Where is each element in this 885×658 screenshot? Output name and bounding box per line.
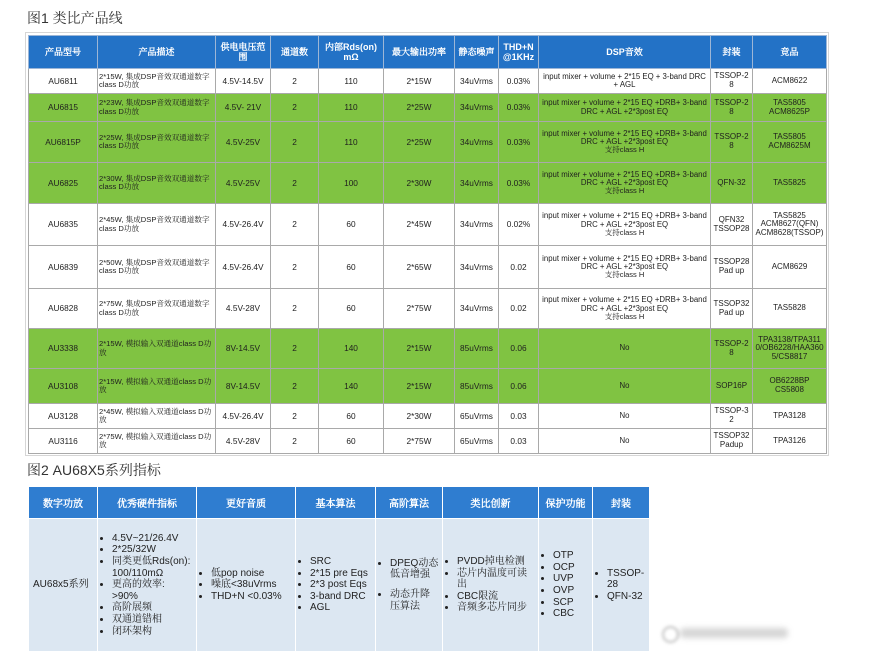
cell-model: AU6811 [29,69,98,94]
table-row [29,329,827,369]
cell-noise: 34uVrms [455,122,499,163]
cell-thd: 0.03 [499,429,539,454]
cell-model: AU6825 [29,163,98,204]
cell-dsp [539,163,711,204]
cell-hardware [98,519,197,652]
cell-model: AU6839 [29,246,98,289]
cell-dsp [539,204,711,246]
cell-dsp: No [539,329,711,369]
cell-noise: 85uVrms [455,329,499,369]
cell-channels: 2 [271,246,319,289]
cell-innovation [443,519,539,652]
cell-voltage: 4.5V-25V [216,122,271,163]
cell-voltage: 4.5V-14.5V [216,69,271,94]
cell-thd: 0.03% [499,94,539,122]
basic-algorithm-list [299,556,372,614]
list-item: • 芯片内温度可读出 [457,568,535,591]
cell-advanced-algorithm [376,519,443,652]
cell-competitor: TPA3128 [753,404,827,429]
cell-channels: 2 [271,404,319,429]
cell-channels: 2 [271,329,319,369]
cell-rds: 140 [319,369,384,404]
cell-package: TSSOP-28 [711,122,753,163]
column-header-rds: 内部Rds(on) mΩ [319,36,384,69]
cell-rds: 140 [319,329,384,369]
cell-package: SOP16P [711,369,753,404]
cell-model: AU3116 [29,429,98,454]
cell-noise: 65uVrms [455,404,499,429]
header-row [29,487,650,519]
cell-channels: 2 [271,289,319,329]
cell-model: AU6828 [29,289,98,329]
list-item: • OVP [553,585,589,597]
table-row [29,94,827,122]
column-header-advanced-algorithm: 高阶算法 [376,487,443,519]
cell-voltage: 4.5V-28V [216,429,271,454]
cell-description: 2*50W, 集成DSP音效双通道数字class D功放 [98,246,216,289]
cell-voltage: 4.5V-26.4V [216,404,271,429]
table-row [29,163,827,204]
series-name: AU68x5系列 [29,519,98,652]
cell-power: 2*75W [384,429,455,454]
dsp-features: input mixer + volume + 2*15 EQ +DRB+ 3-band DRC + AGL +2*3post EQ [542,169,707,188]
column-header-power: 最大输出功率 [384,36,455,69]
cell-power: 2*30W [384,404,455,429]
list-item: • PVDD掉电检测 [457,556,535,568]
cell-model: AU3338 [29,329,98,369]
cell-noise: 34uVrms [455,204,499,246]
column-header-description: 产品描述 [98,36,216,69]
list-item: • SRC [310,556,372,568]
cell-rds: 110 [319,69,384,94]
table-row [29,204,827,246]
cell-description: 2*45W, 集成DSP音效双通道数字class D功放 [98,204,216,246]
cell-competitor: ACM8629 [753,246,827,289]
cell-package: TSSOP-28 [711,94,753,122]
cell-description: 2*45W, 模拟输入双通道class D功放 [98,404,216,429]
cell-power: 2*75W [384,289,455,329]
dsp-note: 支持class H [604,311,645,321]
cell-thd: 0.03% [499,163,539,204]
cell-voltage: 8V-14.5V [216,329,271,369]
table-row [29,246,827,289]
cell-rds: 60 [319,246,384,289]
list-item: • OCP [553,562,589,574]
header-row [29,36,827,69]
dsp-note: 支持class H [604,270,645,280]
cell-channels: 2 [271,69,319,94]
cell-package [593,519,650,652]
cell-description: 2*30W, 集成DSP音效双通道数字class D功放 [98,163,216,204]
list-item: • 高阶展频 [112,602,193,614]
cell-package: QFN32 TSSOP28 [711,204,753,246]
table-row [29,404,827,429]
package-list [596,568,646,603]
cell-description: 2*75W, 集成DSP音效双通道数字class D功放 [98,289,216,329]
cell-noise: 34uVrms [455,69,499,94]
cell-description: 2*25W, 集成DSP音效双通道数字class D功放 [98,122,216,163]
cell-rds: 60 [319,204,384,246]
cell-power: 2*25W [384,94,455,122]
cell-channels: 2 [271,369,319,404]
cell-rds: 110 [319,94,384,122]
column-header-protection: 保护功能 [539,487,593,519]
series-spec-table [28,487,650,651]
column-header-package: 封装 [711,36,753,69]
cell-rds: 60 [319,289,384,329]
column-header-thd: THD+N @1KHz [499,36,539,69]
dsp-note: 支持class H [604,186,645,196]
list-item: • 音频多芯片同步 [457,602,535,614]
column-header-basic-algorithm: 基本算法 [296,487,376,519]
dsp-note: 支持class H [604,227,645,237]
cell-rds: 60 [319,404,384,429]
figure1-caption: 图1 类比产品线 [27,10,123,26]
cell-description: 2*15W, 集成DSP音效双通道数字class D功放 [98,69,216,94]
cell-dsp: No [539,429,711,454]
cell-dsp: input mixer + volume + 2*15 EQ +DRB+ 3-band DRC + AGL +2*3post EQ [539,94,711,122]
column-header-noise: 静态噪声 [455,36,499,69]
cell-power: 2*25W [384,122,455,163]
cell-dsp [539,246,711,289]
cell-voltage: 4.5V-25V [216,163,271,204]
list-item: • 噪底<38uVrms [211,579,292,591]
advanced-algorithm-list [379,558,439,612]
list-item: • TSSOP-28 [607,568,646,591]
cell-model: AU3108 [29,369,98,404]
list-item: • 2*15 pre Eqs [310,568,372,580]
cell-competitor: TAS5805 ACM8625P [753,94,827,122]
table-row [29,69,827,94]
cell-channels: 2 [271,204,319,246]
cell-power: 2*15W [384,369,455,404]
column-header-voltage: 供电电压范围 [216,36,271,69]
cell-rds: 60 [319,429,384,454]
cell-model: AU6815 [29,94,98,122]
column-header-innovation: 类比创新 [443,487,539,519]
list-item: • DPEQ动态低音增强 [390,558,439,581]
cell-description: 2*75W, 模拟输入双通道class D功放 [98,429,216,454]
list-item: • CBC限流 [457,591,535,603]
list-item: • 2*25/32W [112,544,193,556]
column-header-competitor: 竞品 [753,36,827,69]
cell-thd: 0.06 [499,329,539,369]
list-item: • QFN-32 [607,591,646,603]
cell-package: TSSOP32 Padup [711,429,753,454]
watermark-at-icon [662,626,679,643]
product-line-table [28,35,827,454]
dsp-note: 支持class H [604,145,645,155]
dsp-features: input mixer + volume + 2*15 EQ +DRB+ 3-band DRC + AGL +2*3post EQ [542,253,707,272]
cell-model: AU3128 [29,404,98,429]
cell-thd: 0.03 [499,404,539,429]
list-item: • 3-band DRC [310,591,372,603]
cell-noise: 34uVrms [455,246,499,289]
cell-competitor: TPA3126 [753,429,827,454]
cell-package: QFN-32 [711,163,753,204]
column-header-dsp: DSP音效 [539,36,711,69]
cell-thd: 0.02% [499,204,539,246]
cell-noise: 34uVrms [455,163,499,204]
cell-thd: 0.06 [499,369,539,404]
cell-voltage: 4.5V- 21V [216,94,271,122]
table-row [29,519,650,652]
cell-model: AU6835 [29,204,98,246]
cell-noise: 34uVrms [455,94,499,122]
list-item: • 闭环架构 [112,626,193,638]
column-header-model: 产品型号 [29,36,98,69]
list-item: • CBC [553,608,589,620]
cell-package: TSSOP-28 [711,329,753,369]
table-row [29,369,827,404]
list-item: • UVP [553,573,589,585]
cell-description: 2*15W, 模拟输入双通道class D功放 [98,329,216,369]
cell-power: 2*15W [384,69,455,94]
cell-package: TSSOP-28 [711,69,753,94]
list-item: • 4.5V~21/26.4V [112,533,193,545]
cell-competitor: TPA3138/TPA3110/OB6228/HAA3605/CS8817 [753,329,827,369]
cell-competitor: ACM8622 [753,69,827,94]
list-item: • 低pop noise [211,568,292,580]
cell-channels: 2 [271,429,319,454]
list-item: • 双通道错相 [112,614,193,626]
cell-competitor: TAS5805 ACM8625M [753,122,827,163]
cell-sound-quality [197,519,296,652]
cell-dsp: No [539,404,711,429]
cell-dsp [539,289,711,329]
cell-noise: 34uVrms [455,289,499,329]
dsp-features: input mixer + volume + 2*15 EQ +DRB+ 3-band DRC + AGL +2*3post EQ [542,128,707,147]
cell-thd: 0.03% [499,122,539,163]
sound-list [200,568,292,603]
cell-model: AU6815P [29,122,98,163]
column-header-digital-amp: 数字功放 [29,487,98,519]
cell-channels: 2 [271,163,319,204]
list-item: • 同类更低Rds(on): 100/110mΩ [112,556,193,579]
hardware-list [101,533,193,637]
list-item: • SCP [553,597,589,609]
table-row [29,122,827,163]
cell-power: 2*15W [384,329,455,369]
cell-competitor: TAS5828 [753,289,827,329]
cell-basic-algorithm [296,519,376,652]
cell-channels: 2 [271,94,319,122]
cell-thd: 0.02 [499,289,539,329]
list-item: • THD+N <0.03% [211,591,292,603]
cell-power: 2*65W [384,246,455,289]
cell-dsp [539,122,711,163]
table-row [29,289,827,329]
cell-noise: 65uVrms [455,429,499,454]
cell-competitor: TAS5825 [753,163,827,204]
figure2-caption: 图2 AU68X5系列指标 [27,462,161,478]
column-header-channels: 通道数 [271,36,319,69]
cell-description: 2*23W, 集成DSP音效双通道数字class D功放 [98,94,216,122]
cell-package: TSSOP32 Pad up [711,289,753,329]
cell-competitor: TAS5825 ACM8627(QFN) ACM8628(TSSOP) [753,204,827,246]
watermark-text-blur [680,628,788,638]
dsp-features: input mixer + volume + 2*15 EQ +DRB+ 3-band DRC + AGL +2*3post EQ [542,211,707,229]
list-item: • OTP [553,550,589,562]
cell-package: TSSOP28 Pad up [711,246,753,289]
protection-list [542,550,589,620]
dsp-features: input mixer + volume + 2*15 EQ +DRB+ 3-band DRC + AGL +2*3post EQ [542,295,707,313]
watermark [662,625,790,641]
cell-rds: 110 [319,122,384,163]
cell-power: 2*45W [384,204,455,246]
list-item: • 动态升降压算法 [390,589,439,612]
cell-channels: 2 [271,122,319,163]
list-item: • AGL [310,602,372,614]
cell-voltage: 8V-14.5V [216,369,271,404]
cell-noise: 85uVrms [455,369,499,404]
cell-thd: 0.02 [499,246,539,289]
cell-protection [539,519,593,652]
cell-package: TSSOP-32 [711,404,753,429]
cell-voltage: 4.5V-26.4V [216,246,271,289]
cell-power: 2*30W [384,163,455,204]
column-header-sound-quality: 更好音质 [197,487,296,519]
cell-dsp: input mixer + volume + 2*15 EQ + 3-band DRC + AGL [539,69,711,94]
cell-voltage: 4.5V-28V [216,289,271,329]
cell-voltage: 4.5V-26.4V [216,204,271,246]
column-header-package: 封装 [593,487,650,519]
cell-competitor: OB6228BP CS5808 [753,369,827,404]
list-item: • 2*3 post Eqs [310,579,372,591]
cell-description: 2*15W, 模拟输入双通道class D功放 [98,369,216,404]
cell-rds: 100 [319,163,384,204]
cell-dsp: No [539,369,711,404]
table-row [29,429,827,454]
cell-thd: 0.03% [499,69,539,94]
innovation-list [446,556,535,614]
column-header-hardware: 优秀硬件指标 [98,487,197,519]
list-item: • 更高的效率: >90% [112,579,193,602]
